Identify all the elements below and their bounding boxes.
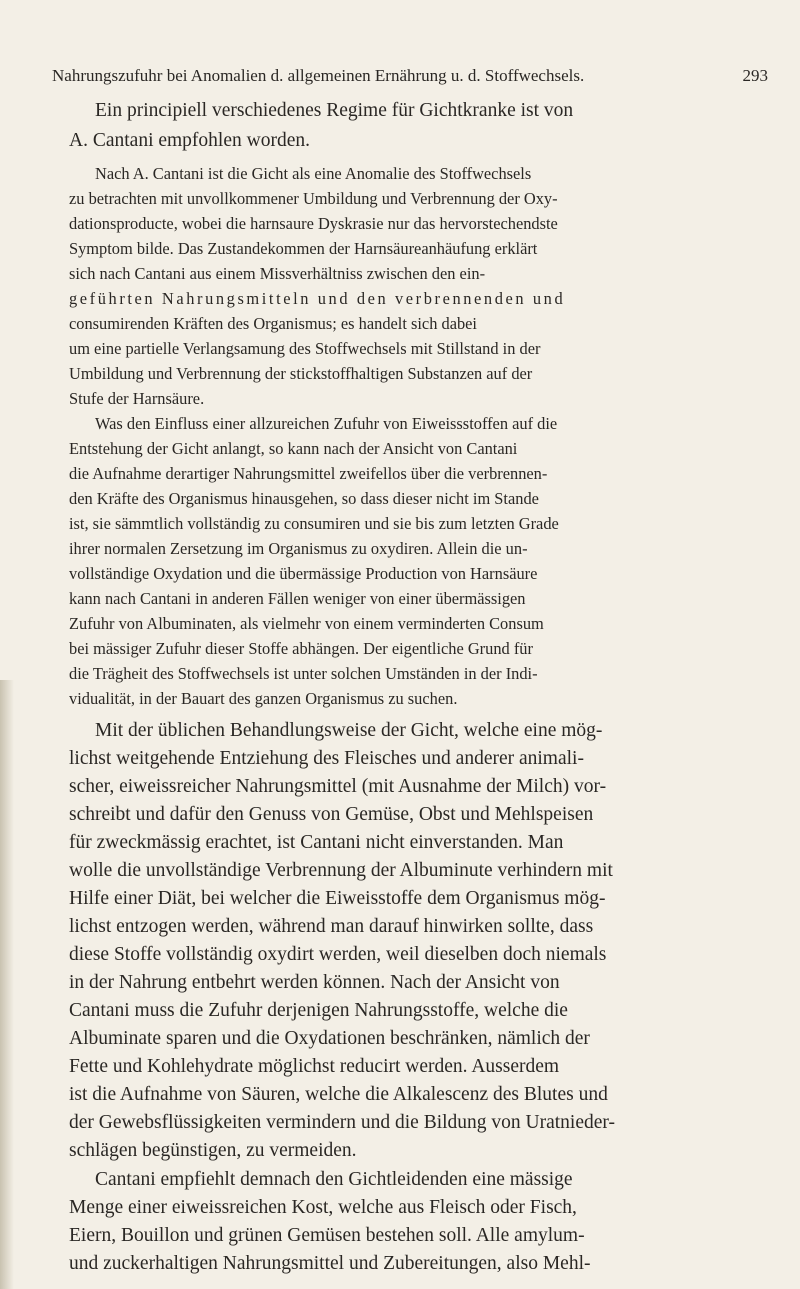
text-line: der Gewebsflüssigkeiten vermindern und die Bildung von Uratnieder- bbox=[69, 1112, 616, 1133]
running-title: Nahrungszufuhr bei Anomalien d. allgemeinen Ernährung u. d. Stoffwechsels. bbox=[52, 66, 585, 85]
text-line: wolle die unvollständige Verbrennung der Albuminute verhindern mit bbox=[69, 860, 613, 881]
text-line: A. Cantani empfohlen worden. bbox=[69, 130, 310, 151]
text-line: Menge einer eiweissreichen Kost, welche aus Fleisch oder Fisch, bbox=[69, 1197, 577, 1218]
page-number: 293 bbox=[742, 66, 768, 85]
text-line: Was den Einfluss einer allzureichen Zufuhr von Eiweissstoffen auf die bbox=[95, 414, 558, 433]
text-line: sich nach Cantani aus einem Missverhältniss zwischen den ein- bbox=[69, 264, 486, 283]
text-line: Entstehung der Gicht anlangt, so kann nach der Ansicht von Cantani bbox=[69, 439, 518, 458]
text-line: den Kräfte des Organismus hinausgehen, so dass dieser nicht im Stande bbox=[69, 489, 539, 508]
text-line: lichst weitgehende Entziehung des Fleisches und anderer animali- bbox=[69, 748, 584, 769]
text-line: Ein principiell verschiedenes Regime für Gichtkranke ist von bbox=[95, 100, 574, 121]
text-line: Stufe der Harnsäure. bbox=[69, 389, 205, 408]
text-line: ihrer normalen Zersetzung im Organismus zu oxydiren. Allein die un- bbox=[69, 539, 528, 558]
text-line: bei mässiger Zufuhr dieser Stoffe abhängen. Der eigentliche Grund für bbox=[69, 639, 533, 658]
text-line: Symptom bilde. Das Zustandekommen der Harnsäureanhäufung erklärt bbox=[69, 239, 538, 258]
text-line: dationsproducte, wobei die harnsaure Dyskrasie nur das hervorstechendste bbox=[69, 214, 558, 233]
text-line: vidualität, in der Bauart des ganzen Organismus zu suchen. bbox=[69, 689, 458, 708]
text-line: um eine partielle Verlangsamung des Stoffwechsels mit Stillstand in der bbox=[69, 339, 541, 358]
text-line: consumirenden Kräften des Organismus; es handelt sich dabei bbox=[69, 314, 477, 333]
text-line: diese Stoffe vollständig oxydirt werden, weil dieselben doch niemals bbox=[69, 944, 607, 965]
text-line: Cantani muss die Zufuhr derjenigen Nahrungsstoffe, welche die bbox=[69, 1000, 568, 1021]
text-line: Fette und Kohlehydrate möglichst reducirt werden. Ausserdem bbox=[69, 1056, 560, 1077]
text-line: Cantani empfiehlt demnach den Gichtleidenden eine mässige bbox=[95, 1169, 573, 1190]
text-line: geführten Nahrungsmitteln und den verbrennenden und bbox=[69, 289, 566, 308]
text-line: ist die Aufnahme von Säuren, welche die Alkalescenz des Blutes und bbox=[69, 1084, 608, 1105]
text-line: vollständige Oxydation und die übermässige Production von Harnsäure bbox=[69, 564, 538, 583]
text-line: Mit der üblichen Behandlungsweise der Gicht, welche eine mög- bbox=[95, 720, 603, 741]
text-line: Nach A. Cantani ist die Gicht als eine Anomalie des Stoffwechsels bbox=[95, 164, 532, 183]
text-line: Umbildung und Verbrennung der stickstoffhaltigen Substanzen auf der bbox=[69, 364, 533, 383]
binding-shadow bbox=[0, 680, 14, 1289]
text-line: für zweckmässig erachtet, ist Cantani nicht einverstanden. Man bbox=[69, 832, 564, 853]
text-line: kann nach Cantani in anderen Fällen weniger von einer übermässigen bbox=[69, 589, 526, 608]
text-line: die Aufnahme derartiger Nahrungsmittel zweifellos über die verbrennen- bbox=[69, 464, 548, 483]
text-line: scher, eiweissreicher Nahrungsmittel (mit Ausnahme der Milch) vor- bbox=[69, 776, 607, 797]
text-line: ist, sie sämmtlich vollständig zu consumiren und sie bis zum letzten Grade bbox=[69, 514, 559, 533]
text-line: schreibt und dafür den Genuss von Gemüse, Obst und Mehlspeisen bbox=[69, 804, 594, 825]
text-line: schlägen begünstigen, zu vermeiden. bbox=[69, 1140, 357, 1161]
text-line: Zufuhr von Albuminaten, als vielmehr von einem verminderten Consum bbox=[69, 614, 544, 633]
text-line: in der Nahrung entbehrt werden können. Nach der Ansicht von bbox=[69, 972, 560, 993]
text-line: Albuminate sparen und die Oxydationen beschränken, nämlich der bbox=[69, 1028, 590, 1049]
text-line: die Trägheit des Stoffwechsels ist unter solchen Umständen in der Indi- bbox=[69, 664, 538, 683]
text-line: Hilfe einer Diät, bei welcher die Eiweisstoffe dem Organismus mög- bbox=[69, 888, 606, 909]
text-line: Eiern, Bouillon und grünen Gemüsen bestehen soll. Alle amylum- bbox=[69, 1225, 585, 1246]
text-line: lichst entzogen werden, während man darauf hinwirken sollte, dass bbox=[69, 916, 594, 937]
text-line: und zuckerhaltigen Nahrungsmittel und Zubereitungen, also Mehl- bbox=[69, 1253, 591, 1274]
text-line: zu betrachten mit unvollkommener Umbildung und Verbrennung der Oxy- bbox=[69, 189, 558, 208]
